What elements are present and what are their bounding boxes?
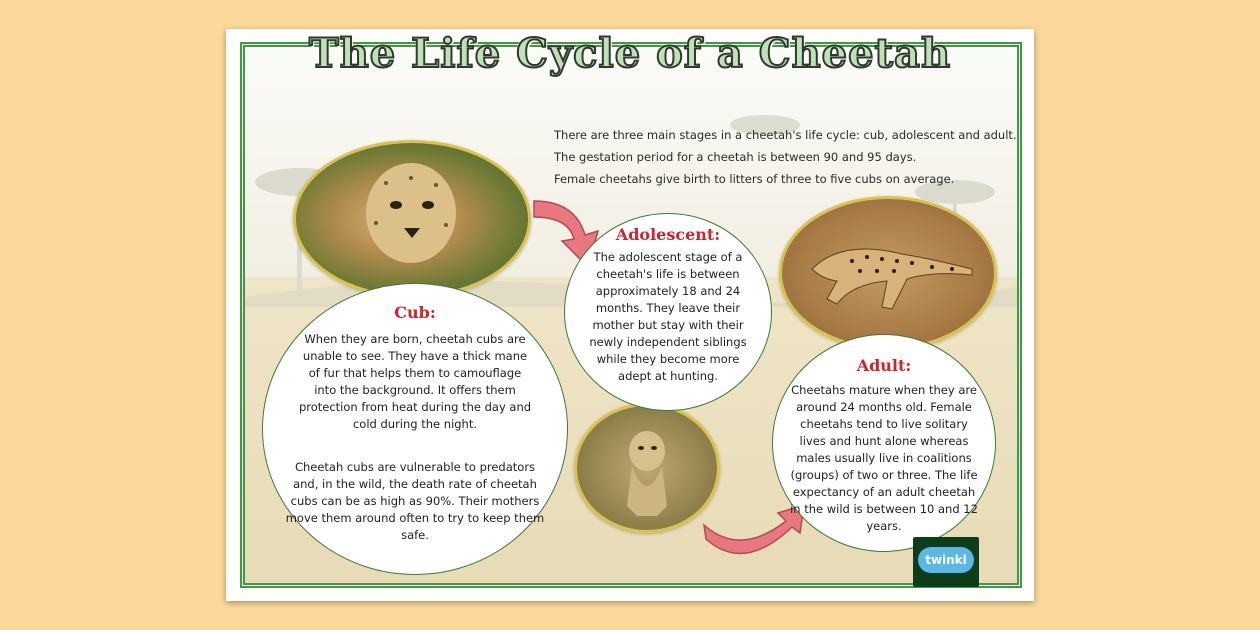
cub-heading: Cub: [394, 303, 436, 322]
twinkl-logo-text: twinkl [918, 547, 974, 573]
adolescent-circle [564, 213, 772, 411]
intro-line-1: There are three main stages in a cheetah's life cycle: cub, adolescent and adult. [554, 128, 1017, 142]
adolescent-photo [574, 403, 720, 533]
adolescent-text: The adolescent stage of a cheetah's life is between approximately 18 and 24 months. They leave their mother but stay with their newly independent siblings while they become more adept at hunting. [589, 250, 747, 383]
intro-line-3: Female cheetahs give birth to litters of three to five cubs on average. [554, 172, 955, 186]
twinkl-logo [913, 537, 979, 587]
adult-text: Cheetahs mature when they are around 24 months old. Female cheetahs tend to live solitary lives and hunt alone whereas males usually live in coalitions (groups) of two or three. The life expectancy of an adult cheetah in the wild is between 10 and 12 years. [790, 383, 978, 533]
poster-title: The Life Cycle of a Cheetah [308, 30, 952, 77]
intro-text [554, 124, 1017, 190]
cub-paragraph-2: Cheetah cubs are vulnerable to predators and, in the wild, the death rate of cheetah cubs can be as high as 90%. Their mothers move them around often to try to keep them safe. [285, 460, 545, 542]
cub-photo [293, 140, 531, 298]
cub-circle [262, 283, 568, 575]
adult-heading: Adult: [856, 356, 912, 375]
intro-line-2: The gestation period for a cheetah is between 90 and 95 days. [554, 150, 917, 164]
adult-photo [779, 196, 997, 350]
cheetah-cub-face [296, 143, 528, 295]
adult-circle [772, 334, 996, 552]
cub-paragraph-1: When they are born, cheetah cubs are unable to see. They have a thick mane of fur that helps them to camouflage into the background. It offers them protection from heat during the day and cold during the night. [298, 332, 532, 431]
adolescent-heading: Adolescent: [615, 225, 721, 244]
young-cheetah [577, 406, 717, 530]
running-cheetah [782, 199, 994, 347]
